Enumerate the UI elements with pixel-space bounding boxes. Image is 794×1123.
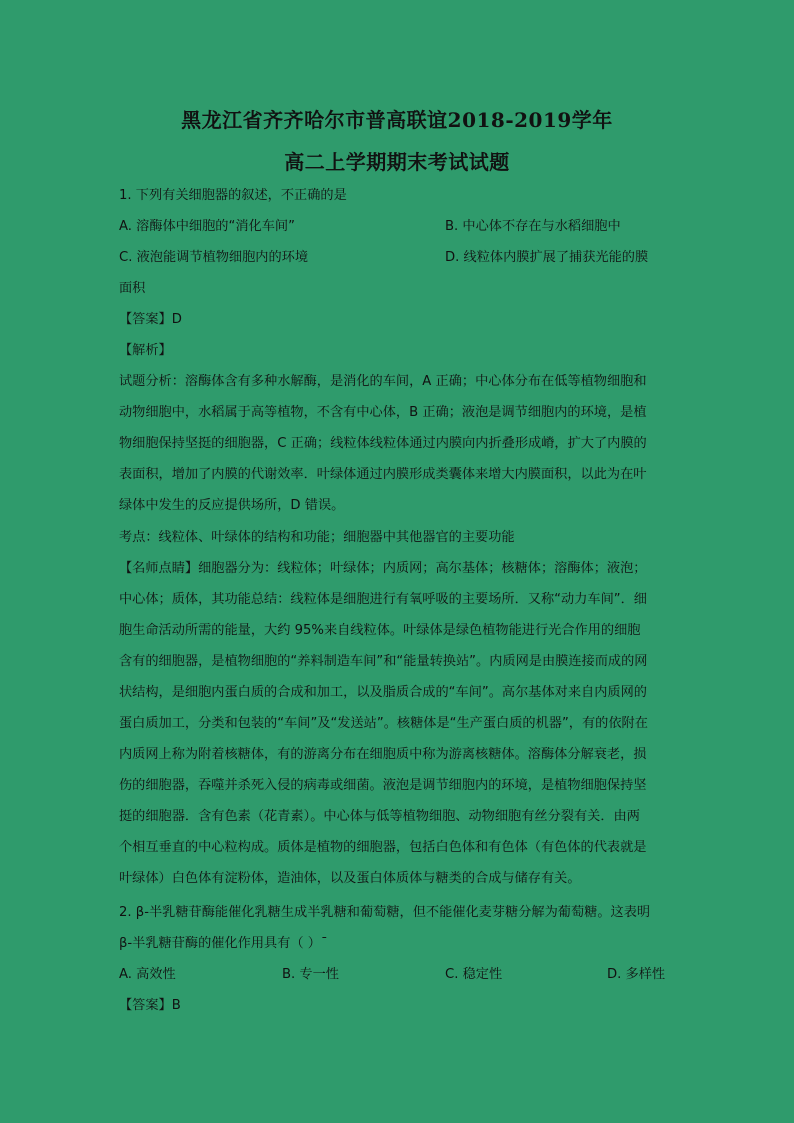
q2-option-b: B. 专一性	[282, 967, 339, 982]
q2-stem-line: β-半乳糖苷酶的催化作用具有（ ）ˉ	[119, 936, 328, 951]
document-title-line2: 高二上学期期末考试试题	[284, 150, 510, 174]
q1-option-c: C. 液泡能调节植物细胞内的环境	[119, 250, 309, 265]
q1-teacher-note-line: 内质网上称为附着核糖体，有的游离分布在细胞质中称为游离核糖体。溶酶体分解衰老，损	[119, 747, 647, 762]
q1-teacher-note-line: 含有的细胞器，是植物细胞的“养料制造车间”和“能量转换站”。内质网是由膜连接而成的网	[119, 654, 648, 669]
q1-teacher-note-line: 挺的细胞器．含有色素（花青素）。中心体与低等植物细胞、动物细胞有丝分裂有关．由两	[119, 809, 640, 824]
q1-analysis-line: 表面积，增加了内膜的代谢效率．叶绿体通过内膜形成类囊体来增大内膜面积，以此为在叶	[119, 467, 647, 482]
q1-analysis-line: 试题分析：溶酶体含有多种水解酶，是消化的车间，A 正确；中心体分布在低等植物细胞和	[119, 374, 647, 389]
q1-teacher-note-line: 【名师点睛】细胞器分为：线粒体；叶绿体；内质网；高尔基体；核糖体；溶酶体；液泡；	[119, 561, 647, 576]
q1-teacher-note-line: 个相互垂直的中心粒构成。质体是植物的细胞器，包括白色体和有色体（有色体的代表就是	[119, 840, 647, 855]
q1-teacher-note-line: 胞生命活动所需的能量，大约 95%来自线粒体。叶绿体是绿色植物能进行光合作用的细胞	[119, 623, 641, 638]
q1-option-d-continued: 面积	[119, 281, 146, 296]
q1-teacher-note-line: 伤的细胞器，吞噬并杀死入侵的病毒或细菌。液泡是调节细胞内的环境，是植物细胞保持坚	[119, 778, 647, 793]
q1-option-d: D. 线粒体内膜扩展了捕获光能的膜	[445, 250, 649, 265]
q1-stem: 1. 下列有关细胞器的叙述，不正确的是	[119, 188, 347, 203]
q2-answer: 【答案】B	[119, 998, 181, 1013]
q2-option-d: D. 多样性	[607, 967, 666, 982]
q2-stem-line: 2. β-半乳糖苷酶能催化乳糖生成半乳糖和葡萄糖，但不能催化麦芽糖分解为葡萄糖。这表明	[119, 905, 651, 920]
q1-answer: 【答案】D	[119, 312, 182, 327]
document-title-line1: 黑龙江省齐齐哈尔市普高联谊2018-2019学年	[181, 108, 613, 132]
q1-teacher-note-line: 叶绿体）白色体有淀粉体，造油体，以及蛋白体质体与糖类的合成与储存有关。	[119, 871, 581, 886]
q2-option-a: A. 高效性	[119, 967, 176, 982]
q1-option-b: B. 中心体不存在与水稻细胞中	[445, 219, 621, 234]
q1-teacher-note-line: 中心体；质体，其功能总结：线粒体是细胞进行有氧呼吸的主要场所．又称“动力车间”．细	[119, 592, 647, 607]
q1-teacher-note-line: 状结构，是细胞内蛋白质的合成和加工，以及脂质合成的“车间”。高尔基体对来自内质网的	[119, 685, 647, 700]
q2-option-c: C. 稳定性	[445, 967, 503, 982]
q1-option-a: A. 溶酶体中细胞的“消化车间”	[119, 219, 295, 234]
q1-teacher-note-line: 蛋白质加工，分类和包装的“车间”及“发送站”。核糖体是“生产蛋白质的机器”，有的依附在	[119, 716, 648, 731]
q1-analysis-line: 绿体中发生的反应提供场所，D 错误。	[119, 498, 345, 513]
q1-kaodian: 考点：线粒体、叶绿体的结构和功能；细胞器中其他器官的主要功能	[119, 530, 515, 545]
q1-analysis-label: 【解析】	[119, 343, 172, 358]
q1-analysis-line: 物细胞保持坚挺的细胞器，C 正确；线粒体线粒体通过内膜向内折叠形成嵴，扩大了内膜的	[119, 436, 647, 451]
q1-analysis-line: 动物细胞中，水稻属于高等植物，不含有中心体，B 正确；液泡是调节细胞内的环境，是植	[119, 405, 647, 420]
